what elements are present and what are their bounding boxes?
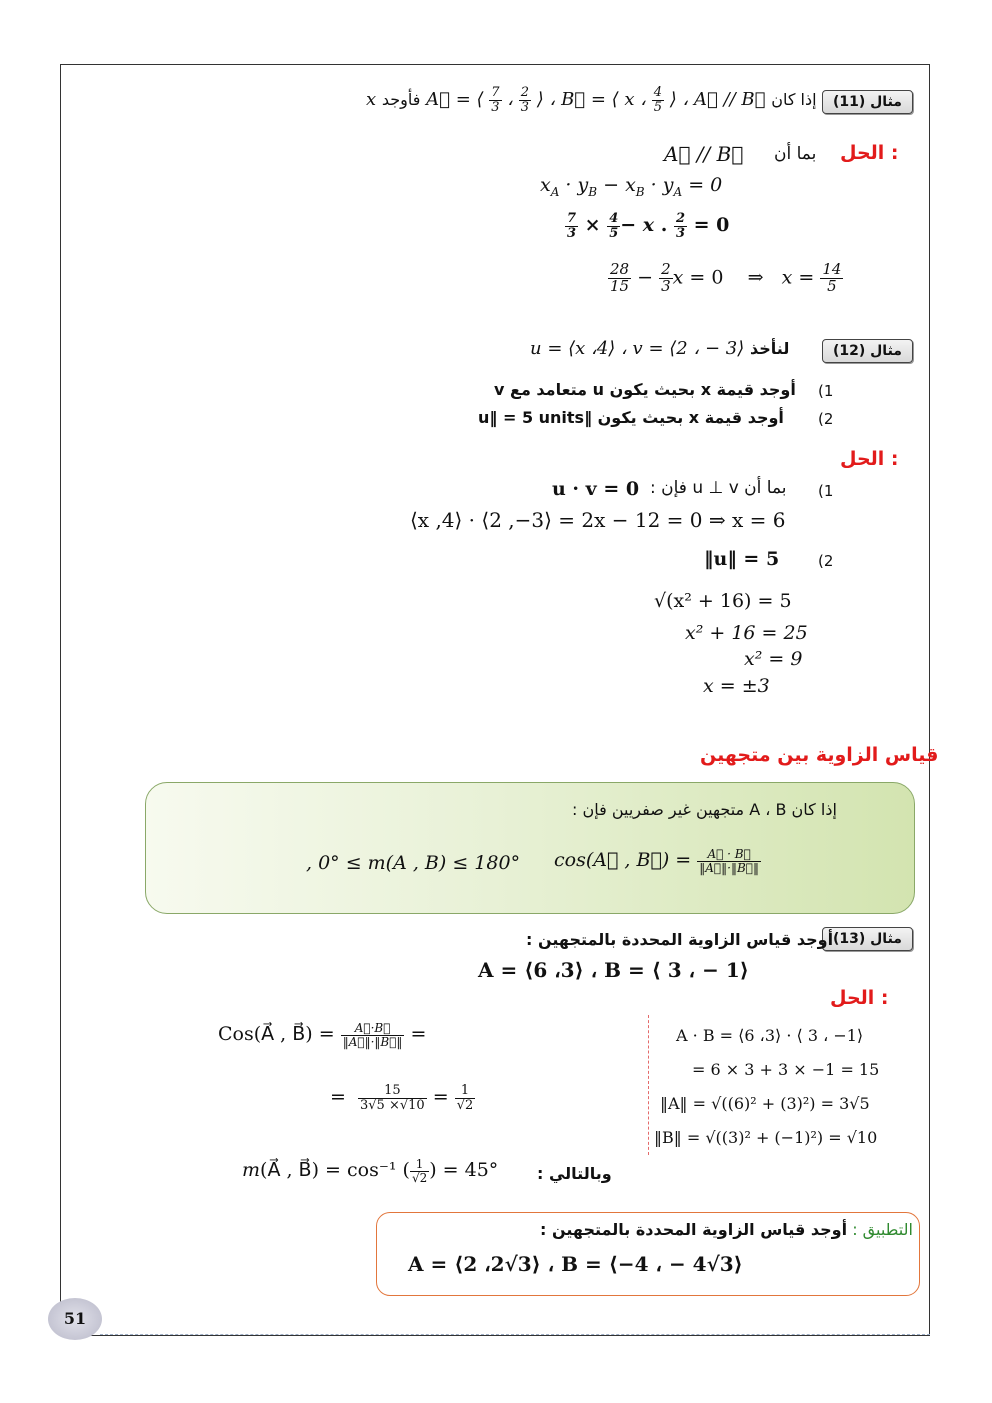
example-11-badge: مثال (11) (822, 90, 913, 114)
page-number: 51 (48, 1298, 102, 1340)
example-12-statement (530, 338, 789, 359)
application-statement (540, 1220, 913, 1239)
example-12-s1-math: u · v = 0 (552, 478, 640, 500)
example-13-l1: Cos(A⃗ , B⃗) = $\frac{A⃗\cdot B⃗}{‖A⃗‖\cdot‖B⃗‖}$ = (218, 1021, 427, 1049)
example-13-r3: ‖A‖ = √((6)² + (3)²) = 3√5 (660, 1094, 870, 1113)
example-11-line2: $\frac{7}{3}$ × $\frac{4}{5}$ − x . $\frac{2}{3}$ = 0 (567, 211, 730, 241)
definition-range: , 0° ≤ m(A , B) ≤ 180° (306, 852, 521, 874)
example-13-statement: أوجد قياس الزاوية المحددة بالمتجهين : (526, 930, 834, 949)
example-12-s1-text: بما أن u ⊥ v فإن : (650, 478, 787, 498)
angle-section-title: قياس الزاوية بين متجهين (700, 744, 939, 766)
example-12-s2-num: (2 (818, 552, 834, 570)
solution-margin-line (648, 1015, 649, 1155)
example-12-s1-line: ⟨x ,4⟩ · ⟨2 ,−3⟩ = 2x − 12 = 0 ⇒ x = 6 (410, 508, 786, 532)
example-13-vectors: A = ⟨6 ،3⟩ ، B = ⟨ 3 ، − 1⟩ (478, 958, 749, 982)
example-12-q1: أوجد قيمة x بحيث يكون u متعامد مع v (494, 380, 796, 399)
example-12-s1-num: (1 (818, 482, 834, 500)
example-12-s2-math: ‖u‖ = 5 (704, 548, 780, 570)
application-vectors: A = ⟨2 ،2√3⟩ ، B = ⟨−4 ، − 4√3⟩ (408, 1252, 743, 1276)
example-12-s2-line4: x = ±3 (703, 675, 770, 697)
example-12-vectors: u = ⟨x ،4⟩ ، v = ⟨2 ، − 3⟩ (530, 338, 745, 359)
example-13-badge: مثال (13) (822, 927, 913, 951)
example-13-therefore: وبالتالي : (537, 1164, 612, 1183)
example-12-s2-line2: x² + 16 = 25 (685, 622, 808, 644)
example-11-line3: $\frac{28}{15}$ − $\frac{2}{3}$ x = 0 ⇒ x = $\frac{14}{5}$ (610, 260, 842, 295)
example-12-s2-line3: x² = 9 (744, 648, 803, 670)
example-12-solution-label: الحل : (840, 448, 899, 470)
footer-line (100, 1334, 930, 1335)
example-13-r4: ‖B‖ = √((3)² + (−1)²) = √10 (654, 1128, 878, 1147)
example-12-q2: أوجد قيمة x بحيث يكون ‖u‖ = 5 units (478, 408, 784, 427)
example-13-l3: m(A⃗ , B⃗) = cos⁻¹ ( $\frac{1}{√2}$ ) = 45° (242, 1157, 499, 1185)
example-13-solution-label: الحل : (830, 987, 889, 1009)
application-label: التطبيق : (852, 1220, 913, 1239)
definition-formula: cos(A⃗ , B⃗) = $\frac{A⃗ \cdot B⃗}{‖A⃗‖\cdot‖B⃗‖}$ (554, 847, 759, 875)
definition-text: إذا كان A ، B متجهين غير صفريين فإن : (572, 800, 837, 819)
example-11-if: إذا كان (771, 90, 817, 110)
example-12-q2-num: (2 (818, 410, 834, 428)
example-12-q1-num: (1 (818, 382, 834, 400)
example-11-since: بما أن (774, 144, 817, 164)
example-12-let: لنأخذ (750, 339, 790, 358)
example-13-r2: = 6 × 3 + 3 × −1 = 15 (692, 1060, 880, 1079)
example-11-since-math: A⃗ // B⃗ (664, 142, 744, 166)
example-12-badge: مثال (12) (822, 339, 913, 363)
example-11-statement: x فأوجد A⃗ = ⟨ $\frac{7}{3}$ ، $\frac{2}{3}$ ⟩ ، B⃗ = ⟨ x ، $\frac{4}{5}$ ⟩ ، A⃗ // B⃗ إذا كان (366, 85, 817, 115)
example-11-solution-label: الحل : (840, 142, 899, 164)
example-13-r1: A · B = ⟨6 ،3⟩ · ⟨ 3 ، −1⟩ (676, 1026, 864, 1045)
example-12-s2-line1: √(x² + 16) = 5 (654, 590, 792, 612)
example-13-l2: = $\frac{15}{3√5 \times√10}$ = $\frac{1}{√2}$ (330, 1083, 474, 1113)
example-11-line1: $x_A \cdot y_B - x_B \cdot y_A = 0$ (540, 174, 723, 199)
application-text: أوجد قياس الزاوية المحددة بالمتجهين : (540, 1220, 848, 1239)
